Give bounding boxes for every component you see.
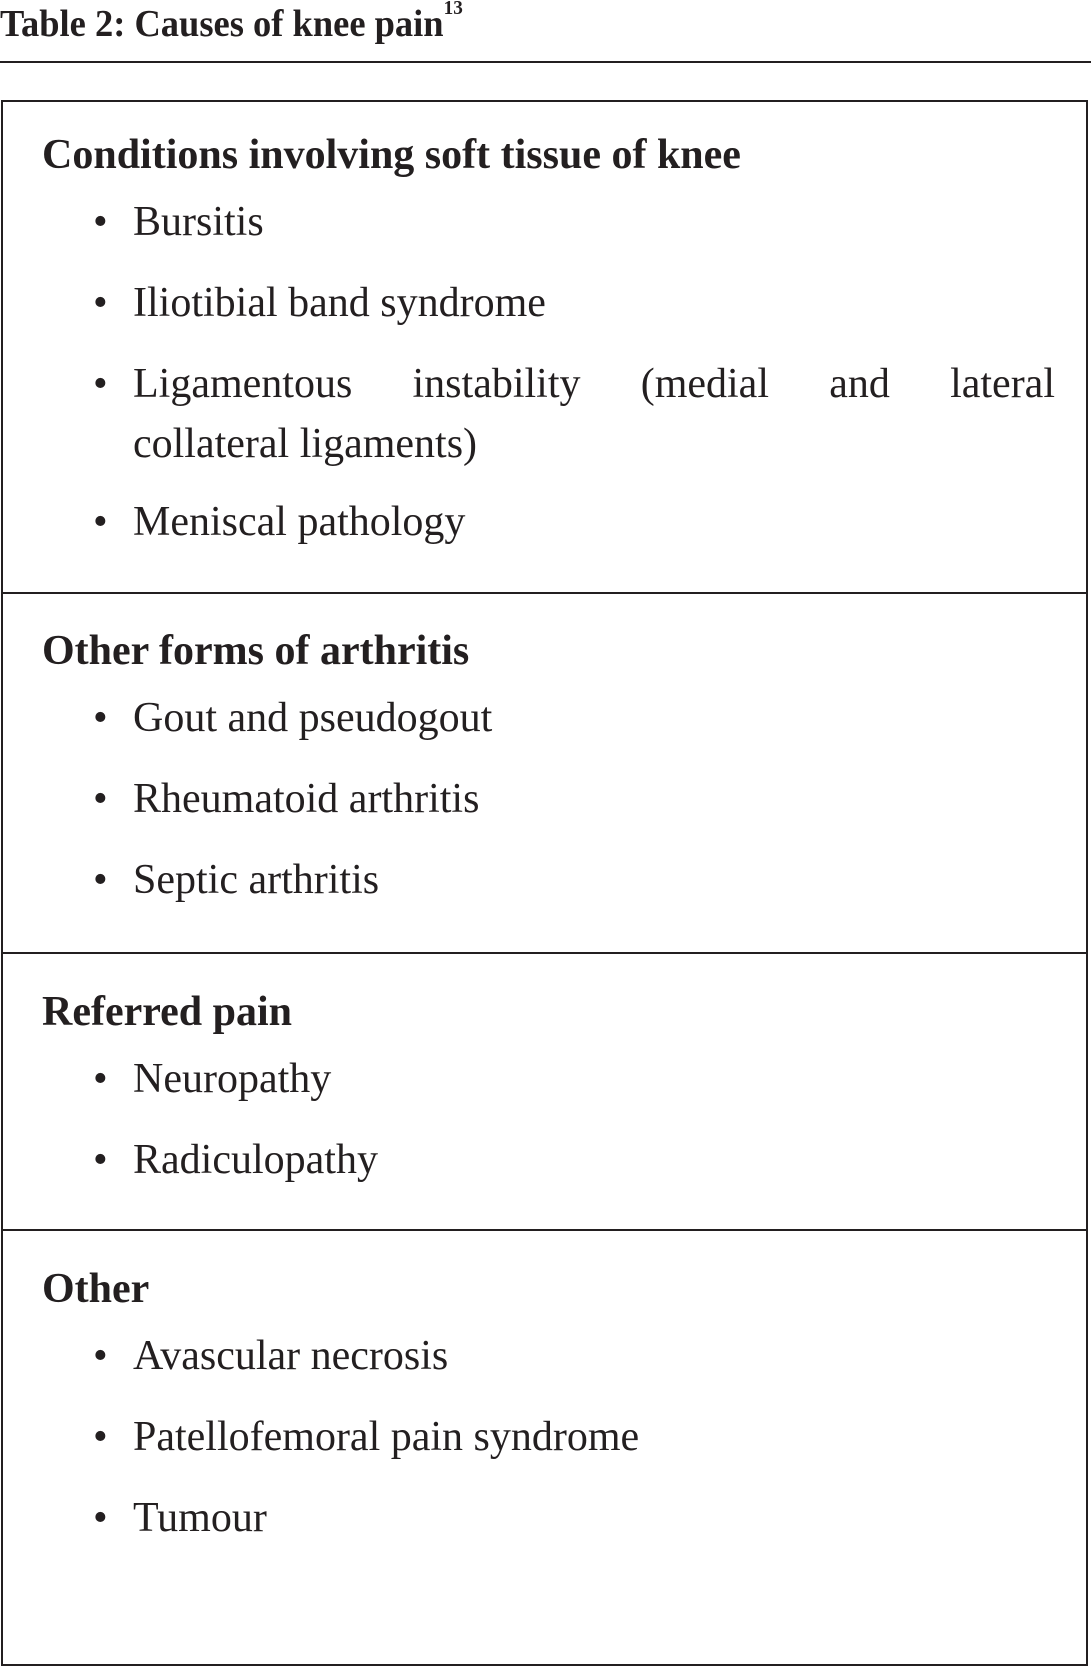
bullet-icon: • [93,1495,108,1541]
table-caption-reference: 13 [443,0,463,19]
section-referred-pain [3,952,1086,1229]
bullet-icon: • [93,857,108,903]
list-item-text: Patellofemoral pain syndrome [133,1414,640,1460]
bullet-icon: • [93,1333,108,1379]
table-caption-text: Table 2: Causes of knee pain [0,3,444,45]
section-heading: Other forms of arthritis [42,628,470,674]
bullet-icon: • [93,1056,108,1102]
bullet-icon: • [93,280,108,326]
bullet-icon: • [93,776,108,822]
list-item-text: Gout and pseudogout [133,695,493,741]
list-item-text-line2: collateral ligaments) [133,421,478,467]
section-soft-tissue [3,102,1086,592]
list-item-text: Radiculopathy [133,1137,378,1183]
bullet-icon: • [93,1137,108,1183]
list-item-text: Septic arthritis [133,857,380,903]
list-item-text: Meniscal pathology [133,499,466,545]
section-other-arthritis [3,592,1086,952]
section-heading: Other [42,1266,150,1312]
list-item-text: Neuropathy [133,1056,332,1102]
section-other [3,1229,1086,1664]
bullet-icon: • [93,199,108,245]
list-item-text: Rheumatoid arthritis [133,776,480,822]
section-heading: Conditions involving soft tissue of knee [42,132,741,178]
list-item-text: Avascular necrosis [133,1333,449,1379]
list-item-text: Iliotibial band syndrome [133,280,546,326]
section-heading: Referred pain [42,989,293,1035]
list-item-text: Bursitis [133,199,264,245]
bullet-icon: • [93,361,108,407]
causes-table [1,100,1088,1666]
table-caption [0,2,463,46]
list-item-text-line1: Ligamentous instability (medial and lateral [133,361,1055,407]
list-item-text: Tumour [133,1495,267,1541]
bullet-icon: • [93,1414,108,1460]
caption-rule [0,61,1091,63]
bullet-icon: • [93,499,108,545]
list-item [133,354,1055,474]
bullet-icon: • [93,695,108,741]
